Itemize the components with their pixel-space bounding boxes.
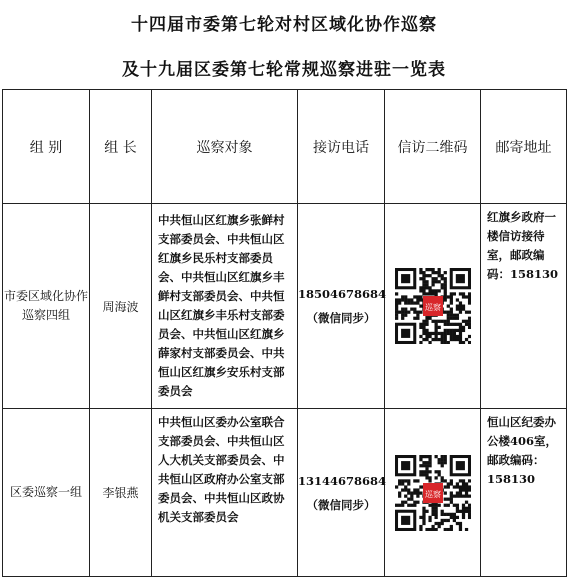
cell-leader: 李银燕	[90, 409, 152, 577]
cell-qr	[385, 409, 481, 577]
svg-text:巡察: 巡察	[424, 303, 441, 312]
inspection-table	[2, 89, 567, 577]
qr-code-image	[395, 268, 471, 344]
table-row	[3, 409, 567, 577]
cell-targets: 中共恒山区红旗乡张鲜村支部委员会、中共恒山区红旗乡民乐村支部委员会、中共恒山区红旗乡丰鲜村支部委员会、中共恒山区红旗乡丰乐村支部委员会、中共恒山区红旗乡薛家村支部委员会、中共恒山区红旗乡安乐村支部委员会	[152, 204, 298, 409]
header-phone: 接访电话	[298, 90, 385, 204]
cell-address: 恒山区纪委办公楼406室，邮政编码：158130	[481, 409, 567, 577]
cell-qr	[385, 204, 481, 409]
cell-address: 红旗乡政府一楼信访接待室，邮政编码：158130	[481, 204, 567, 409]
cell-group: 区委巡察一组	[3, 409, 90, 577]
cell-group: 市委区域化协作巡察四组	[3, 204, 90, 409]
header-qr: 信访二维码	[385, 90, 481, 204]
phone-number: 13144678684	[298, 473, 387, 488]
phone-note: （微信同步）	[306, 311, 376, 325]
phone-number: 18504678684	[298, 287, 387, 301]
page-title-line1: 十四届市委第七轮对村区域化协作巡察	[131, 15, 437, 35]
cell-phone	[298, 409, 385, 577]
table-header-row	[3, 90, 567, 204]
svg-text:巡察: 巡察	[424, 489, 441, 499]
cell-targets: 中共恒山区委办公室联合支部委员会、中共恒山区人大机关支部委员会、中共恒山区政府办公室支部委员会、中共恒山区政协机关支部委员会	[152, 409, 298, 577]
cell-leader: 周海波	[90, 204, 152, 409]
header-group: 组 别	[3, 90, 90, 204]
header-address: 邮寄地址	[481, 90, 567, 204]
header-target: 巡察对象	[152, 90, 298, 204]
phone-note: （微信同步）	[306, 497, 376, 512]
header-leader: 组 长	[90, 90, 152, 204]
table-row	[3, 204, 567, 409]
page-title-line2: 及十九届区委第七轮常规巡察进驻一览表	[122, 60, 446, 80]
qr-code-image	[395, 455, 471, 531]
cell-phone	[298, 204, 385, 409]
